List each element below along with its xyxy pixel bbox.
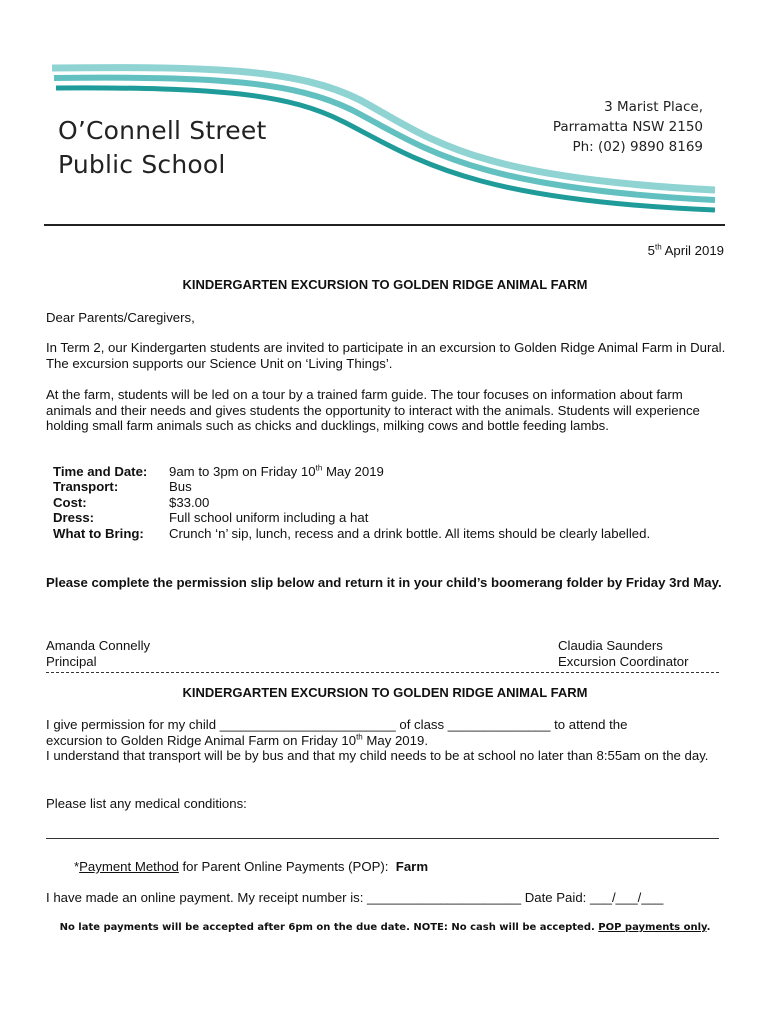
letter-date: 5th April 2019 bbox=[647, 242, 724, 258]
medical-label: Please list any medical conditions: bbox=[46, 796, 247, 811]
school-address bbox=[553, 97, 703, 157]
payment-note: No late payments will be accepted after 6pm on the due date. NOTE: No cash will be accepted. POP payments only. bbox=[59, 922, 711, 933]
excursion-details bbox=[53, 464, 650, 541]
farm-paragraph: At the farm, students will be led on a tour by a trained farm guide. The tour focuses on information about farm animals and their needs and gives students the opportunity to interact with the animals. Students will experience holding small farm animals such as chicks and ducklings, milking cows and bottle feeding lambs. bbox=[46, 387, 700, 433]
signer-role: Excursion Coordinator bbox=[558, 654, 689, 669]
detail-row-cost bbox=[53, 495, 650, 510]
school-name bbox=[58, 114, 266, 182]
letter-title: KINDERGARTEN EXCURSION TO GOLDEN RIDGE ANIMAL FARM bbox=[182, 277, 588, 292]
detail-value: $33.00 bbox=[169, 494, 210, 510]
signer-coordinator bbox=[558, 638, 688, 670]
address-phone: Ph: (02) 9890 8169 bbox=[572, 139, 703, 155]
detail-value: Crunch ‘n’ sip, lunch, recess and a drink bottle. All items should be clearly labelled. bbox=[169, 525, 651, 541]
school-name-line2: Public School bbox=[58, 150, 226, 179]
greeting: Dear Parents/Caregivers, bbox=[46, 310, 195, 325]
signer-principal bbox=[46, 638, 150, 670]
address-line2: Parramatta NSW 2150 bbox=[552, 119, 703, 135]
receipt-line: I have made an online payment. My receipt number is: _____________________ Date Paid: ___/___/___ bbox=[46, 890, 664, 905]
school-name-line1: O’Connell Street bbox=[58, 116, 267, 145]
permission-line2: excursion to Golden Ridge Animal Farm on Friday 10th May 2019. bbox=[46, 732, 428, 748]
detail-label: Time and Date: bbox=[53, 464, 148, 479]
permission-statement bbox=[46, 717, 726, 764]
detail-row-bring bbox=[53, 526, 650, 541]
payment-method: *Payment Method for Parent Online Payments (POP): Farm bbox=[74, 859, 429, 874]
transport-note: I understand that transport will be by bus and that my child needs to be at school no later than 8:55am on the day. bbox=[46, 748, 709, 763]
payment-method-label: Payment Method bbox=[79, 859, 179, 874]
detail-label: What to Bring: bbox=[53, 525, 144, 541]
address-line1: 3 Marist Place, bbox=[604, 99, 703, 115]
pop-code: Farm bbox=[395, 859, 429, 874]
return-instruction: Please complete the permission slip below and return it in your child’s boomerang folder by Friday 3rd May. bbox=[46, 575, 722, 590]
detail-row-time bbox=[53, 464, 650, 479]
detail-value: Full school uniform including a hat bbox=[169, 510, 369, 526]
permission-line1: I give permission for my child ________________________ of class ______________ to attend the bbox=[46, 717, 628, 732]
detail-value: 9am to 3pm on Friday 10th May 2019 bbox=[169, 463, 384, 479]
detail-label: Cost: bbox=[53, 494, 87, 510]
medical-conditions-line[interactable] bbox=[46, 838, 719, 839]
detail-row-transport bbox=[53, 479, 650, 494]
signer-name: Claudia Saunders bbox=[558, 638, 663, 653]
signer-role: Principal bbox=[46, 654, 97, 669]
header-divider bbox=[44, 224, 725, 226]
detail-label: Transport: bbox=[53, 479, 119, 495]
intro-paragraph: In Term 2, our Kindergarten students are invited to participate in an excursion to Golden Ridge Animal Farm in Dural. The excursion supports our Science Unit on ‘Living Things’. bbox=[46, 340, 726, 371]
detail-row-dress bbox=[53, 510, 650, 525]
signer-name: Amanda Connelly bbox=[46, 638, 151, 653]
detail-label: Dress: bbox=[53, 510, 95, 526]
cut-line bbox=[46, 672, 719, 673]
slip-title: KINDERGARTEN EXCURSION TO GOLDEN RIDGE ANIMAL FARM bbox=[182, 685, 588, 700]
detail-value: Bus bbox=[169, 479, 192, 495]
